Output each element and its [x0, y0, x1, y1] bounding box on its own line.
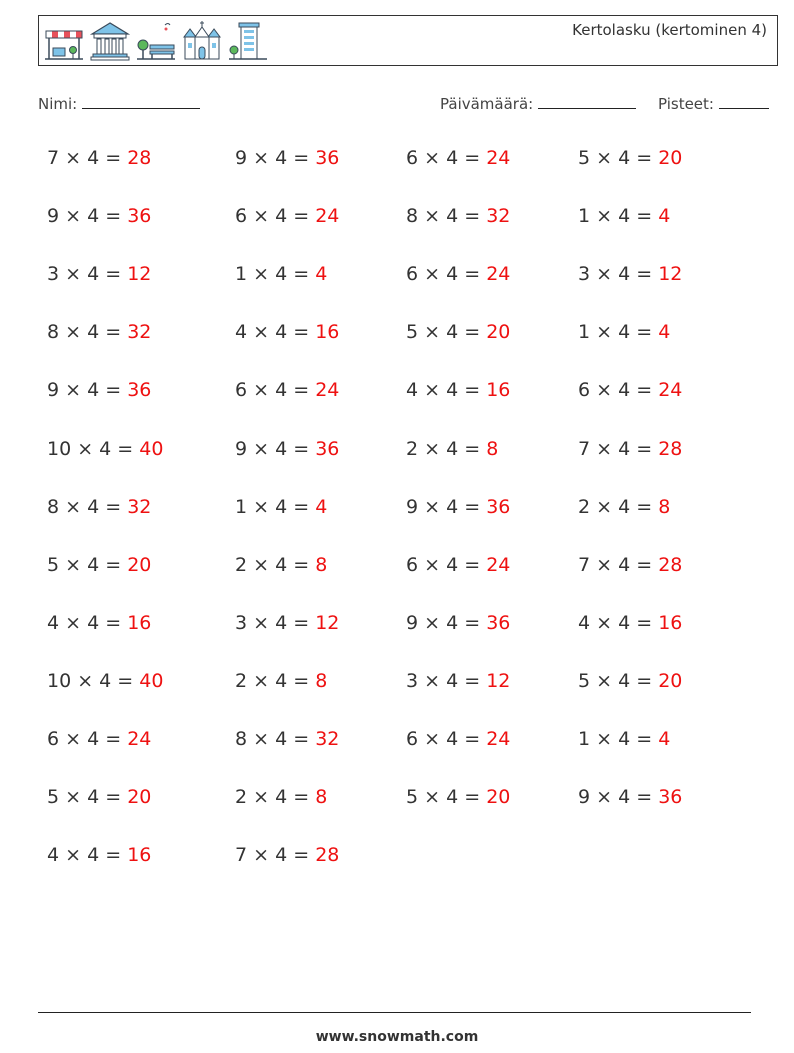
problem-question: 6 × 4 =: [406, 147, 487, 169]
problem-question: 4 × 4 =: [578, 612, 659, 634]
problem-question: 1 × 4 =: [578, 205, 659, 227]
problem-question: 5 × 4 =: [578, 147, 659, 169]
score-field[interactable]: [658, 94, 769, 113]
problem-question: 3 × 4 =: [578, 263, 659, 285]
problem-item: [47, 321, 151, 343]
problem-item: [47, 612, 151, 634]
problem-answer: 20: [486, 321, 511, 343]
problem-item: [406, 670, 510, 692]
problem-answer: 36: [127, 379, 152, 401]
problem-item: [578, 438, 682, 460]
problem-answer: 4: [658, 321, 671, 343]
problem-answer: 4: [658, 205, 671, 227]
problem-question: 4 × 4 =: [235, 321, 316, 343]
problem-question: 9 × 4 =: [47, 379, 128, 401]
problem-question: 2 × 4 =: [406, 438, 487, 460]
problem-question: 7 × 4 =: [235, 844, 316, 866]
problem-answer: 8: [315, 670, 328, 692]
problem-question: 10 × 4 =: [47, 438, 140, 460]
problem-question: 10 × 4 =: [47, 670, 140, 692]
problem-item: [235, 205, 339, 227]
problem-item: [47, 670, 163, 692]
problem-question: 1 × 4 =: [578, 321, 659, 343]
problem-question: 3 × 4 =: [47, 263, 128, 285]
problem-item: [235, 321, 339, 343]
problem-question: 2 × 4 =: [235, 554, 316, 576]
museum-icon: [89, 19, 131, 63]
problem-item: [235, 554, 327, 576]
problem-question: 9 × 4 =: [235, 438, 316, 460]
problem-answer: 24: [486, 554, 511, 576]
problem-item: [235, 728, 339, 750]
problem-item: [235, 438, 339, 460]
problem-item: [235, 379, 339, 401]
problem-answer: 40: [139, 670, 164, 692]
name-label: Nimi:: [38, 95, 78, 113]
problem-item: [235, 844, 339, 866]
problem-item: [235, 786, 327, 808]
problem-item: [406, 496, 510, 518]
worksheet-header: [38, 15, 778, 66]
problem-question: 1 × 4 =: [235, 496, 316, 518]
problem-question: 8 × 4 =: [406, 205, 487, 227]
problem-item: [47, 728, 151, 750]
problem-question: 2 × 4 =: [235, 786, 316, 808]
problem-answer: 8: [315, 554, 328, 576]
problem-item: [235, 670, 327, 692]
problem-answer: 20: [658, 670, 683, 692]
problem-answer: 12: [315, 612, 340, 634]
problem-question: 6 × 4 =: [406, 263, 487, 285]
problem-question: 4 × 4 =: [406, 379, 487, 401]
problem-answer: 16: [127, 844, 152, 866]
problem-question: 2 × 4 =: [235, 670, 316, 692]
problem-question: 4 × 4 =: [47, 844, 128, 866]
problem-item: [406, 612, 510, 634]
problem-answer: 12: [127, 263, 152, 285]
problem-question: 9 × 4 =: [235, 147, 316, 169]
problem-item: [578, 612, 682, 634]
problem-item: [47, 554, 151, 576]
header-icons: [43, 19, 269, 63]
problem-answer: 28: [658, 438, 683, 460]
problem-answer: 24: [658, 379, 683, 401]
problem-question: 1 × 4 =: [578, 728, 659, 750]
problem-answer: 36: [315, 147, 340, 169]
problem-item: [578, 728, 670, 750]
problem-item: [578, 496, 670, 518]
problem-item: [406, 321, 510, 343]
problem-answer: 24: [127, 728, 152, 750]
problem-answer: 16: [127, 612, 152, 634]
problem-answer: 20: [658, 147, 683, 169]
problem-question: 9 × 4 =: [406, 612, 487, 634]
date-line: [538, 94, 636, 109]
problem-item: [406, 379, 510, 401]
problem-item: [578, 205, 670, 227]
problem-answer: 20: [127, 554, 152, 576]
problem-question: 9 × 4 =: [47, 205, 128, 227]
problem-answer: 36: [127, 205, 152, 227]
problem-answer: 8: [315, 786, 328, 808]
problem-item: [406, 263, 510, 285]
problem-item: [578, 554, 682, 576]
problem-item: [47, 844, 151, 866]
footer-url: www.snowmath.com: [315, 1029, 479, 1045]
problem-answer: 32: [486, 205, 511, 227]
problem-answer: 16: [315, 321, 340, 343]
problem-question: 5 × 4 =: [406, 321, 487, 343]
problem-question: 3 × 4 =: [406, 670, 487, 692]
problem-item: [578, 379, 682, 401]
problem-question: 6 × 4 =: [235, 379, 316, 401]
problem-answer: 36: [658, 786, 683, 808]
problem-answer: 8: [658, 496, 671, 518]
problem-item: [578, 147, 682, 169]
problem-item: [578, 670, 682, 692]
problem-answer: 24: [315, 379, 340, 401]
score-line: [719, 94, 769, 109]
problem-item: [235, 263, 327, 285]
problem-item: [235, 496, 327, 518]
problem-question: 3 × 4 =: [235, 612, 316, 634]
problem-item: [47, 786, 151, 808]
problem-item: [406, 728, 510, 750]
problem-question: 2 × 4 =: [578, 496, 659, 518]
problem-item: [47, 438, 163, 460]
problem-question: 9 × 4 =: [578, 786, 659, 808]
problem-answer: 8: [486, 438, 499, 460]
problem-answer: 36: [486, 496, 511, 518]
problem-answer: 16: [658, 612, 683, 634]
problem-question: 8 × 4 =: [235, 728, 316, 750]
problem-answer: 12: [658, 263, 683, 285]
problem-question: 6 × 4 =: [47, 728, 128, 750]
problem-answer: 28: [658, 554, 683, 576]
problem-question: 7 × 4 =: [578, 438, 659, 460]
problem-answer: 28: [315, 844, 340, 866]
problem-answer: 12: [486, 670, 511, 692]
problem-answer: 32: [127, 321, 152, 343]
problem-question: 6 × 4 =: [406, 728, 487, 750]
problem-item: [235, 612, 339, 634]
problem-question: 6 × 4 =: [406, 554, 487, 576]
date-label: Päivämäärä:: [440, 95, 534, 113]
problem-item: [578, 786, 682, 808]
problem-answer: 24: [486, 147, 511, 169]
problem-question: 4 × 4 =: [47, 612, 128, 634]
problem-question: 8 × 4 =: [47, 496, 128, 518]
problem-item: [47, 263, 151, 285]
problem-item: [406, 554, 510, 576]
problem-answer: 36: [486, 612, 511, 634]
problem-item: [578, 321, 670, 343]
problem-item: [47, 205, 151, 227]
problem-question: 1 × 4 =: [235, 263, 316, 285]
problem-question: 5 × 4 =: [47, 554, 128, 576]
problem-question: 7 × 4 =: [47, 147, 128, 169]
problem-answer: 40: [139, 438, 164, 460]
office-building-icon: [227, 19, 269, 63]
problem-question: 7 × 4 =: [578, 554, 659, 576]
problem-answer: 24: [315, 205, 340, 227]
problem-item: [406, 786, 510, 808]
worksheet-title: Kertolasku (kertominen 4): [572, 21, 767, 39]
problem-item: [578, 263, 682, 285]
problem-question: 8 × 4 =: [47, 321, 128, 343]
park-bench-icon: [135, 19, 177, 63]
name-line: [82, 94, 200, 109]
problem-item: [47, 147, 151, 169]
score-label: Pisteet:: [658, 95, 714, 113]
problem-answer: 4: [315, 496, 328, 518]
problem-item: [235, 147, 339, 169]
problem-question: 5 × 4 =: [578, 670, 659, 692]
problem-answer: 20: [127, 786, 152, 808]
problem-answer: 4: [658, 728, 671, 750]
problem-answer: 28: [127, 147, 152, 169]
problem-answer: 32: [315, 728, 340, 750]
problem-item: [406, 147, 510, 169]
footer-divider: [38, 1012, 751, 1013]
problem-item: [47, 496, 151, 518]
problem-answer: 16: [486, 379, 511, 401]
problem-question: 9 × 4 =: [406, 496, 487, 518]
problem-answer: 4: [315, 263, 328, 285]
market-stall-icon: [43, 19, 85, 63]
problem-question: 5 × 4 =: [406, 786, 487, 808]
problem-answer: 20: [486, 786, 511, 808]
problem-answer: 24: [486, 728, 511, 750]
name-field[interactable]: [38, 94, 200, 113]
date-field[interactable]: [440, 94, 636, 113]
problem-question: 6 × 4 =: [578, 379, 659, 401]
problem-question: 5 × 4 =: [47, 786, 128, 808]
problem-answer: 32: [127, 496, 152, 518]
problem-item: [47, 379, 151, 401]
problem-item: [406, 205, 510, 227]
problem-answer: 36: [315, 438, 340, 460]
problem-item: [406, 438, 498, 460]
church-icon: [181, 19, 223, 63]
problem-question: 6 × 4 =: [235, 205, 316, 227]
problem-answer: 24: [486, 263, 511, 285]
